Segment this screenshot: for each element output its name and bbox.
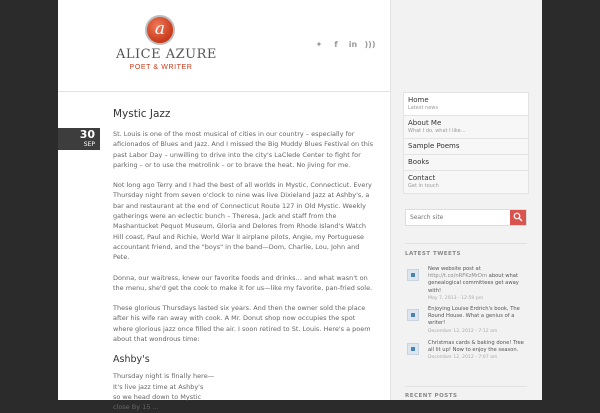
nav-item-about[interactable]: [403, 115, 529, 138]
header-divider: [58, 91, 390, 92]
twitter-icon: [407, 343, 419, 355]
post-paragraph: St. Louis is one of the most musical of cities in our country – especially for aficionados of Blues and Jazz. And I missed the Big Muddy Blues Festival on this past Labor Day – unwilling to drive into the city's LaClede Center to fight for parking – or to use the metrolink – or to brave the heat. No jiving for me.: [113, 130, 374, 169]
nav-item-contact[interactable]: [403, 170, 529, 194]
nav-label: About Me: [408, 119, 442, 127]
nav-label: Contact: [408, 174, 436, 182]
nav-item-sample-poems[interactable]: [403, 138, 529, 154]
tweet-text: Enjoying Louise Erdrich's book, The Round House. What a genius of a writer!: [428, 306, 520, 327]
tweet-text: [428, 266, 529, 295]
poem-title: Ashby's: [113, 354, 150, 366]
nav-label: Home: [408, 96, 429, 104]
post-paragraph: These glorious Thursdays lasted six years. And then the owner sold the place after his wife ran away with cook. A Mr. Donut shop now occupies the spot where glorious jazz once filled the air. I soon retired to St. Louis. Here's a poem about that wondrous time:: [113, 304, 371, 344]
nav-sublabel: Latest news: [408, 105, 438, 111]
tweet-text-rest: about what genealogical committees get away with!: [428, 273, 519, 294]
tweet-text: Christmas cards & baking done! Tree all lit up! Now to enjoy the season.: [428, 340, 524, 354]
post-paragraph: Not long ago Terry and I had the best of all worlds in Mystic, Connecticut. Every Thursday night from seven o'clock to nine was live Dixieland Jazz at Ashby's, a bar and restaurant at the end of Connecticut Route 127 in Old Mystic. Weekly gatherings were an eclectic bunch – Theresa, Jack and staff from the Mashantucket Pequot Museum, Gloria and Delores from Rhode Island's Watch Hill coast, Paul and Richie, World War II airplane pilots, Angie, my Portuguese accountant friend, and the "boys" in the band—Dom, Charlie, Lou, John and Pete.: [113, 181, 372, 262]
tweet-text-lead: New website post at: [428, 266, 481, 272]
tweet-link[interactable]: http://t.co/nRFKzMrDm: [428, 273, 488, 280]
post-date-month: SEP: [83, 141, 95, 148]
section-divider: [405, 243, 527, 244]
post-paragraph: Donna, our waitress, knew our favorite foods and drinks… and what wasn't on the menu, she'd get the cook to make it for us—like my favorite, pan-fried sole.: [113, 273, 373, 292]
tweet-date: December 12, 2012 - 7:12 am: [428, 328, 498, 334]
nav-item-home[interactable]: [403, 92, 529, 115]
logo-badge: [145, 15, 175, 45]
search-icon: [513, 212, 523, 222]
nav-label: Books: [408, 158, 430, 166]
twitter-icon: [407, 309, 419, 321]
nav-item-books[interactable]: [403, 154, 529, 170]
nav-label: Sample Poems: [408, 142, 460, 150]
site-name: ALICE AZURE: [116, 47, 217, 62]
recent-posts-section-title: RECENT POSTS: [405, 393, 458, 399]
poem-line: It's live jazz time at Ashby's: [113, 382, 204, 391]
search-box: [405, 209, 527, 226]
linkedin-icon[interactable]: in: [348, 40, 358, 49]
search-button[interactable]: [510, 210, 526, 225]
nav-sublabel: What I do, what I like...: [408, 128, 466, 134]
section-divider: [405, 386, 527, 387]
facebook-icon[interactable]: f: [334, 40, 338, 49]
social-links: [313, 39, 376, 51]
post-title[interactable]: Mystic Jazz: [113, 108, 171, 120]
poem-line: Thursday night is finally here—: [113, 372, 215, 381]
poem-line: close By 15 ...: [113, 403, 159, 412]
tweets-section-title: LATEST TWEETS: [405, 251, 462, 257]
post-date-badge: [58, 128, 100, 150]
post-date-day: 30: [79, 128, 95, 141]
search-input[interactable]: [406, 210, 511, 225]
poem-line: so we head down to Mystic: [113, 392, 202, 401]
tweet-date: December 12, 2012 - 7:07 am: [428, 355, 498, 361]
site-tagline: POET & WRITER: [129, 64, 193, 71]
nav-sublabel: Get in touch: [408, 183, 439, 189]
site-logo[interactable]: [116, 15, 217, 75]
feed-icon[interactable]: ✦: [315, 40, 323, 49]
rss-icon[interactable]: ))): [364, 40, 376, 49]
tweet-date: May 7, 2013 - 12:59 pm: [428, 295, 484, 301]
twitter-icon: [407, 269, 419, 281]
logo-letter: a: [154, 19, 166, 39]
post-article: [113, 108, 375, 413]
sidebar-nav: [403, 92, 529, 194]
